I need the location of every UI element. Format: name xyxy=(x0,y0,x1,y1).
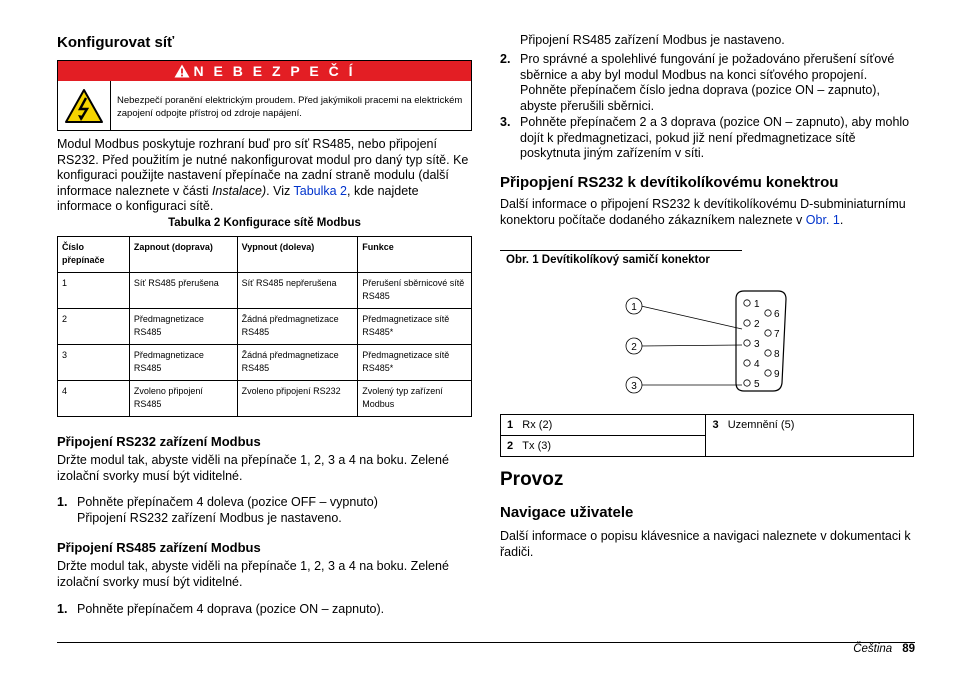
danger-title: N E B E Z P E Č Í xyxy=(193,63,356,79)
pin-hole-8 xyxy=(765,350,771,356)
danger-text: Nebezpečí poranění elektrickým proudem. Před jakýmikoli pracemi na elektrickém zapojení odpojte přístroj od zdroje napájení. xyxy=(117,95,463,119)
pin-hole-5 xyxy=(744,380,750,386)
table-cell: Přerušení sběrnicové sítě RS485 xyxy=(358,273,472,309)
legend-label: Uzemnění (5) xyxy=(727,419,795,431)
step-result: Připojení RS232 zařízení Modbus je nastaveno. xyxy=(77,510,342,525)
pin-hole-3 xyxy=(744,340,750,346)
table-caption: Tabulka 2 Konfigurace sítě Modbus xyxy=(168,217,361,229)
step-number: 3. xyxy=(500,115,511,129)
pin-hole-1 xyxy=(744,300,750,306)
table-cell: Zvolený typ zařízení Modbus xyxy=(358,381,472,417)
rs485-step-2 xyxy=(500,52,915,114)
table-row xyxy=(58,309,472,345)
pin-label-5: 5 xyxy=(754,379,760,390)
callout-line-1 xyxy=(641,306,742,329)
intro-text-2: . Viz xyxy=(266,183,294,198)
pin-label-4: 4 xyxy=(754,359,760,370)
table-row xyxy=(58,381,472,417)
legend-item-2 xyxy=(501,436,706,457)
pin-label-2: 2 xyxy=(754,319,760,330)
table-cell: Síť RS485 nepřerušena xyxy=(237,273,358,309)
table-2-link[interactable]: Tabulka 2 xyxy=(293,183,348,198)
step-number: 1. xyxy=(57,495,68,509)
db9-connector-figure xyxy=(600,285,910,405)
table-cell: Zvoleno připojení RS485 xyxy=(129,381,237,417)
table-cell: 2 xyxy=(58,309,130,345)
section-title-configure-network: Konfigurovat síť xyxy=(57,34,175,51)
rs232-step-1 xyxy=(57,495,472,526)
table-row xyxy=(58,273,472,309)
rs232-text: Držte modul tak, abyste viděli na přepínače 1, 2, 3 a 4 na boku. Zelené izolační svorky musí být viditelné. xyxy=(57,453,449,483)
intro-paragraph xyxy=(57,137,472,215)
connector-heading: Připopjení RS232 k devítikolíkovému konektrou xyxy=(500,174,839,191)
legend-label: Rx (2) xyxy=(522,419,553,431)
callout-line-2 xyxy=(641,345,742,346)
legend-number: 2 xyxy=(507,440,514,452)
header-function: Funkce xyxy=(358,237,472,273)
table-cell: Předmagnetizace RS485 xyxy=(129,309,237,345)
figure-caption: Obr. 1 Devítikolíkový samičí konektor xyxy=(506,254,710,266)
intro-text-3: , kde najdete informace o konfiguraci sítě. xyxy=(57,183,419,213)
table-row xyxy=(58,345,472,381)
pin-hole-6 xyxy=(765,310,771,316)
footer-language: Čeština xyxy=(853,643,893,655)
pin-label-3: 3 xyxy=(754,339,760,350)
table-cell: Předmagnetizace sítě RS485* xyxy=(358,345,472,381)
network-config-table xyxy=(57,236,472,417)
page-number: 89 xyxy=(902,643,915,655)
table-header-row xyxy=(58,237,472,273)
pin-hole-9 xyxy=(765,370,771,376)
legend-number: 3 xyxy=(712,419,719,431)
connector-legend-table xyxy=(500,414,914,457)
figure-1-link[interactable]: Obr. 1 xyxy=(805,212,840,227)
rs485-heading: Připojení RS485 zařízení Modbus xyxy=(57,540,261,555)
figure-caption-rule xyxy=(500,250,742,251)
table-cell: Předmagnetizace sítě RS485* xyxy=(358,309,472,345)
table-cell: Předmagnetizace RS485 xyxy=(129,345,237,381)
step-text: Pro správné a spolehlivé fungování je požadováno přerušení síťové sběrnice a aby byl modul Modbus na konci síťového propojení. Pohněte přepínačem číslo jedna doprava (pozice ON – zapnuto), abyste přerušili sběrnici. xyxy=(520,52,895,113)
table-cell: Žádná předmagnetizace RS485 xyxy=(237,345,358,381)
legend-row xyxy=(501,415,914,436)
legend-item-1 xyxy=(501,415,706,436)
footer xyxy=(853,643,915,655)
pin-hole-7 xyxy=(765,330,771,336)
legend-label: Tx (3) xyxy=(522,440,552,452)
connector-text-2: . xyxy=(839,212,844,227)
danger-notice xyxy=(57,60,472,131)
step-number: 1. xyxy=(57,602,68,616)
pin-label-9: 9 xyxy=(774,369,780,380)
table-cell: Síť RS485 přerušena xyxy=(129,273,237,309)
rs232-heading: Připojení RS232 zařízení Modbus xyxy=(57,434,261,449)
connector-text-1: Další informace o připojení RS232 k devítikolíkovému D-subminiaturnímu konektoru počítače dodaného zákazníkem naleznete v xyxy=(500,197,906,227)
header-on-right: Zapnout (doprava) xyxy=(129,237,237,273)
rs485-step-1-result: Připojení RS485 zařízení Modbus je nastaveno. xyxy=(520,33,785,47)
table-cell: Zvoleno připojení RS232 xyxy=(237,381,358,417)
pin-label-1: 1 xyxy=(754,299,760,310)
callout-label-3: 3 xyxy=(631,381,637,392)
step-text: Pohněte přepínačem 4 doprava (pozice ON – zapnuto). xyxy=(77,602,385,616)
pin-label-6: 6 xyxy=(774,309,780,320)
table-cell: 4 xyxy=(58,381,130,417)
navigation-text: Další informace o popisu klávesnice a navigaci naleznete v dokumentaci k řadiči. xyxy=(500,529,911,559)
table-cell: 3 xyxy=(58,345,130,381)
step-text: Pohněte přepínačem 2 a 3 doprava (pozice ON – zapnuto), aby mohlo dojít k předmagnetizaci, pokud již není předmagnetizace sítě poskytnuta jiným zařízením v síti. xyxy=(520,115,910,160)
electrical-hazard-icon xyxy=(58,81,111,131)
warning-triangle-icon xyxy=(174,64,190,78)
provoz-heading: Provoz xyxy=(500,469,564,490)
intro-italic: Instalace) xyxy=(211,183,267,198)
header-off-left: Vypnout (doleva) xyxy=(237,237,358,273)
pin-label-7: 7 xyxy=(774,329,780,340)
legend-number: 1 xyxy=(507,419,514,431)
danger-header xyxy=(58,61,471,81)
rs485-step-1 xyxy=(57,602,472,618)
rs485-text: Držte modul tak, abyste viděli na přepínače 1, 2, 3 a 4 na boku. Zelené izolační svorky musí být viditelné. xyxy=(57,559,449,589)
pin-label-8: 8 xyxy=(774,349,780,360)
connector-paragraph xyxy=(500,197,915,228)
pin-hole-2 xyxy=(744,320,750,326)
callout-label-2: 2 xyxy=(631,342,637,353)
table-cell: Žádná předmagnetizace RS485 xyxy=(237,309,358,345)
step-text: Pohněte přepínačem 4 doleva (pozice OFF – vypnuto) xyxy=(77,495,378,509)
step-number: 2. xyxy=(500,52,511,66)
footer-rule xyxy=(57,642,915,643)
rs485-step-3 xyxy=(500,115,915,162)
table-cell: 1 xyxy=(58,273,130,309)
intro-text-1: Modul Modbus poskytuje rozhraní buď pro síť RS485, nebo připojení RS232. Před použitím je nutné nakonfigurovat modul pro daný typ sítě. Ke konfiguraci použijte nastavení přepínače na zadní straně modulu (další informace naleznete v části xyxy=(57,137,469,198)
navigation-heading: Navigace uživatele xyxy=(500,504,634,521)
callout-label-1: 1 xyxy=(631,302,637,313)
header-switch-number: Číslo přepínače xyxy=(58,237,130,273)
pin-hole-4 xyxy=(744,360,750,366)
legend-item-3 xyxy=(706,415,914,457)
